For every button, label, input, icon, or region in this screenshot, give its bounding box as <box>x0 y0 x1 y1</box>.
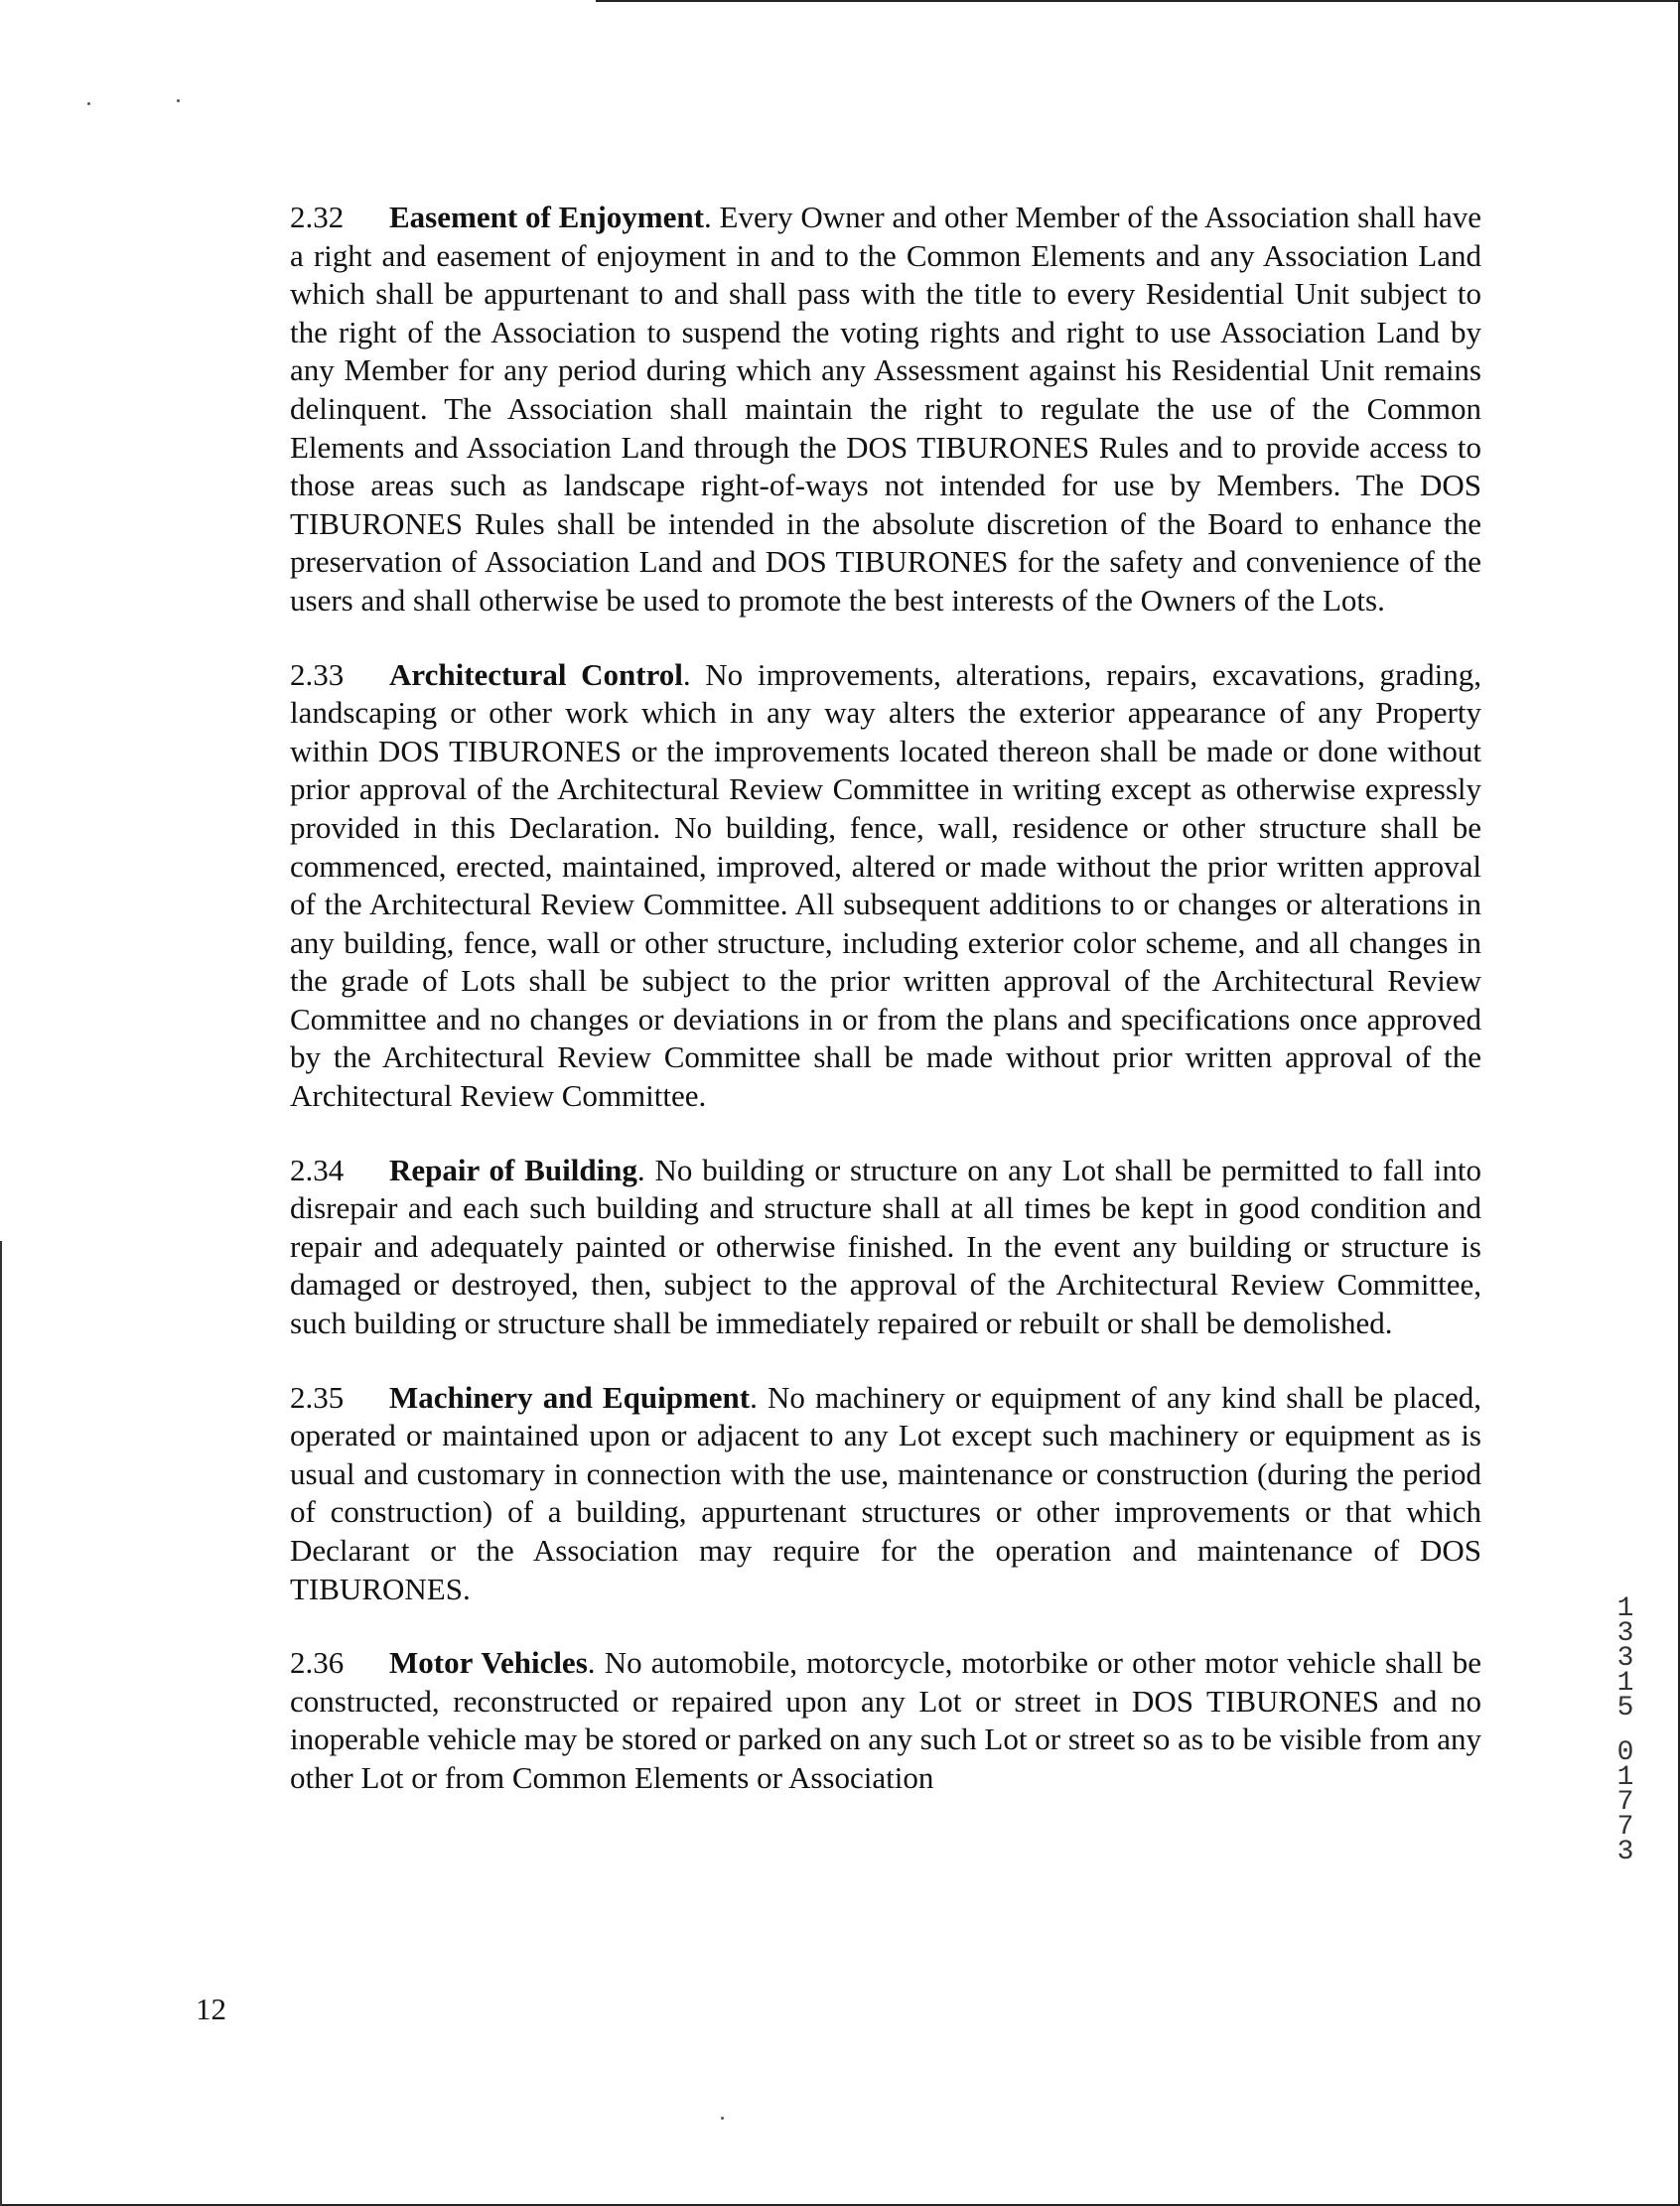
stamp-digit: 1 <box>1616 1593 1634 1624</box>
stamp-digit: 7 <box>1616 1812 1634 1843</box>
section-2-32 <box>290 199 1481 620</box>
scan-speck <box>721 2117 724 2120</box>
stamp-digit: 1 <box>1616 1762 1634 1793</box>
section-2-35 <box>290 1379 1481 1609</box>
section-number: 2.34 <box>290 1152 345 1187</box>
section-2-36 <box>290 1644 1481 1797</box>
section-number: 2.36 <box>290 1645 345 1681</box>
top-rule <box>596 0 1680 2</box>
section-body: . No machinery or equipment of any kind shall be placed, operated or maintained upon or adjacent to any Lot except such machinery or equipment as is usual and customary in connection with the use, maintenance or construction (during the period of construction) of a building, appurtenant structures or other improvements or that which Declarant or the Association may require for the operation and maintenance of DOS TIBURONES. <box>290 1379 1481 1606</box>
section-number: 2.35 <box>290 1379 345 1415</box>
stamp-digit: 3 <box>1616 1618 1634 1649</box>
stamp-digit: 3 <box>1616 1643 1634 1674</box>
page-number: 12 <box>196 1992 226 2026</box>
section-2-33 <box>290 656 1481 1116</box>
section-title: Easement of Enjoyment <box>389 200 704 234</box>
section-title: Machinery and Equipment <box>389 1379 751 1415</box>
section-number: 2.33 <box>290 656 345 692</box>
stamp-digit: 3 <box>1616 1837 1634 1867</box>
section-body: . No automobile, motorcycle, motorbike or other motor vehicle shall be constructed, reconstructed or repaired upon any Lot or street in DOS TIBURONES and no inoperable vehicle may be stored or parked on any such Lot or street so as to be visible from any other Lot or from Common Elements or Association <box>290 1645 1481 1795</box>
section-2-34 <box>290 1152 1481 1343</box>
section-number: 2.32 <box>290 200 345 234</box>
section-body: . No improvements, alterations, repairs, excavations, grading, landscaping or other work which in any way alters the exterior appearance of any Property within DOS TIBURONES or the improvements located thereon shall be made or done without prior approval of the Architectural Review Committee in writing except as otherwise expressly provided in this Declaration. No building, fence, wall, residence or other structure shall be commenced, erected, maintained, improved, altered or made without the prior written approval of the Architectural Review Committee. All subsequent additions to or changes or alterations in any building, fence, wall or other structure, including exterior color scheme, and all changes in the grade of Lots shall be subject to the prior written approval of the Architectural Review Committee and no changes or deviations in or from the plans and specifications once approved by the Architectural Review Committee shall be made without prior written approval of the Architectural Review Committee. <box>290 656 1481 1114</box>
section-title: Repair of Building <box>389 1152 637 1187</box>
section-title: Motor Vehicles <box>389 1645 588 1681</box>
stamp-digit: 0 <box>1616 1737 1634 1768</box>
section-title: Architectural Control <box>389 656 683 692</box>
left-edge-rule <box>0 1241 2 2206</box>
section-body: . No building or structure on any Lot shall be permitted to fall into disrepair and each such building and structure shall at all times be kept in good condition and repair and adequately painted or otherwise finished. In the event any building or structure is damaged or destroyed, then, subject to the approval of the Architectural Review Committee, such building or structure shall be immediately repaired or rebuilt or shall be demolished. <box>290 1152 1481 1341</box>
scan-speck <box>177 99 180 102</box>
section-body: . Every Owner and other Member of the Association shall have a right and easement of enjoyment in and to the Common Elements and any Association Land which shall be appurtenant to and shall pass with the title to every Residential Unit subject to the right of the Association to suspend the voting rights and right to use Association Land by any Member for any period during which any Assessment against his Residential Unit remains delinquent. The Association shall maintain the right to regulate the use of the Common Elements and Association Land through the DOS TIBURONES Rules and to provide access to those areas such as landscape right-of-ways not intended for use by Members. The DOS TIBURONES Rules shall be intended in the absolute discretion of the Board to enhance the preservation of Association Land and DOS TIBURONES for the safety and convenience of the users and shall otherwise be used to promote the best interests of the Owners of the Lots. <box>290 200 1481 618</box>
document-body <box>290 199 1481 1834</box>
margin-recording-stamp <box>1610 1593 1640 1867</box>
stamp-digit: 5 <box>1616 1693 1634 1723</box>
stamp-digit: 1 <box>1616 1668 1634 1699</box>
stamp-digit: 7 <box>1616 1787 1634 1818</box>
scan-speck <box>87 102 90 105</box>
